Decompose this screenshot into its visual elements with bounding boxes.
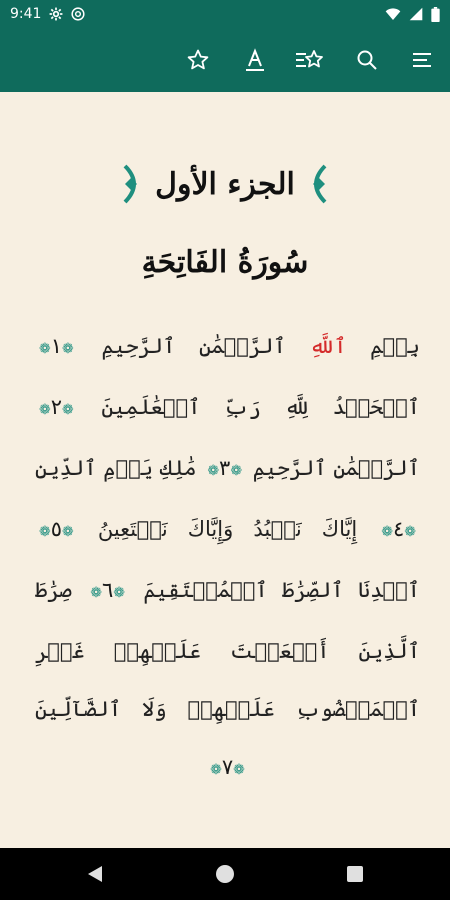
ayah-number-1: ❁١❁ — [39, 334, 74, 358]
juz-title: الجزء الأول — [155, 166, 295, 202]
ayah-number-5: ❁٥❁ — [39, 517, 74, 541]
verse-1[interactable]: بِسۡمِ ٱللَّهِ ٱلرَّحۡمَٰنِ ٱلرَّحِيمِ — [101, 334, 420, 358]
status-time: 9:41 — [10, 6, 42, 22]
verse-7[interactable]: صِرَٰطَ ٱلَّذِينَ أَنۡعَمۡتَ عَلَيۡهِمۡ غَيۡرِ ٱلۡمَغۡضُوبِ عَلَيۡهِمۡ وَلَا ٱلضَّآلِّينَ — [35, 578, 420, 721]
verse-block[interactable] — [35, 317, 420, 799]
back-icon[interactable] — [82, 861, 108, 887]
verse-3[interactable]: ٱلرَّحۡمَٰنِ ٱلرَّحِيمِ — [252, 456, 420, 480]
navigation-bar — [0, 848, 450, 900]
ayah-number-2: ❁٢❁ — [39, 395, 74, 419]
highlighted-word: ٱللَّهِ — [309, 334, 347, 358]
bookmark-star-icon[interactable] — [180, 42, 216, 78]
ayah-number-7: ❁٧❁ — [210, 755, 245, 779]
home-icon[interactable] — [212, 861, 238, 887]
juz-ornament-left-icon — [305, 164, 327, 204]
signal-icon — [409, 7, 423, 21]
gear-icon — [49, 7, 63, 21]
text-size-icon[interactable] — [237, 42, 273, 78]
ayah-number-6: ❁٦❁ — [90, 578, 126, 602]
ayah-number-4: ❁٤❁ — [381, 517, 417, 541]
ayah-number-3: ❁٣❁ — [207, 456, 243, 480]
verse-6[interactable]: ٱهۡدِنَا ٱلصِّرَٰطَ ٱلۡمُسۡتَقِيمَ — [143, 578, 420, 602]
bookmarks-list-icon[interactable] — [291, 42, 327, 78]
search-icon[interactable] — [349, 42, 385, 78]
status-left — [10, 6, 85, 22]
menu-icon[interactable] — [404, 42, 440, 78]
verse-5[interactable]: إِيَّاكَ نَعۡبُدُ وَإِيَّاكَ نَسۡتَعِينُ — [97, 517, 358, 541]
battery-icon — [431, 7, 440, 22]
wifi-icon — [385, 7, 401, 21]
recents-icon[interactable] — [342, 861, 368, 887]
surah-title: سُورَةُ الفَاتِحَةِ — [141, 245, 309, 280]
reader-content[interactable] — [0, 92, 450, 848]
status-right — [385, 7, 440, 22]
verse-2[interactable]: ٱلۡحَمۡدُ لِلَّهِ رَبِّ ٱلۡعَٰلَمِينَ — [101, 395, 420, 419]
app-bar — [0, 28, 450, 92]
verse-4[interactable]: مَٰلِكِ يَوۡمِ ٱلدِّينِ — [35, 456, 197, 480]
status-bar — [0, 0, 450, 28]
juz-ornament-right-icon — [123, 164, 145, 204]
at-sign-icon — [71, 7, 85, 21]
juz-banner — [115, 156, 335, 212]
